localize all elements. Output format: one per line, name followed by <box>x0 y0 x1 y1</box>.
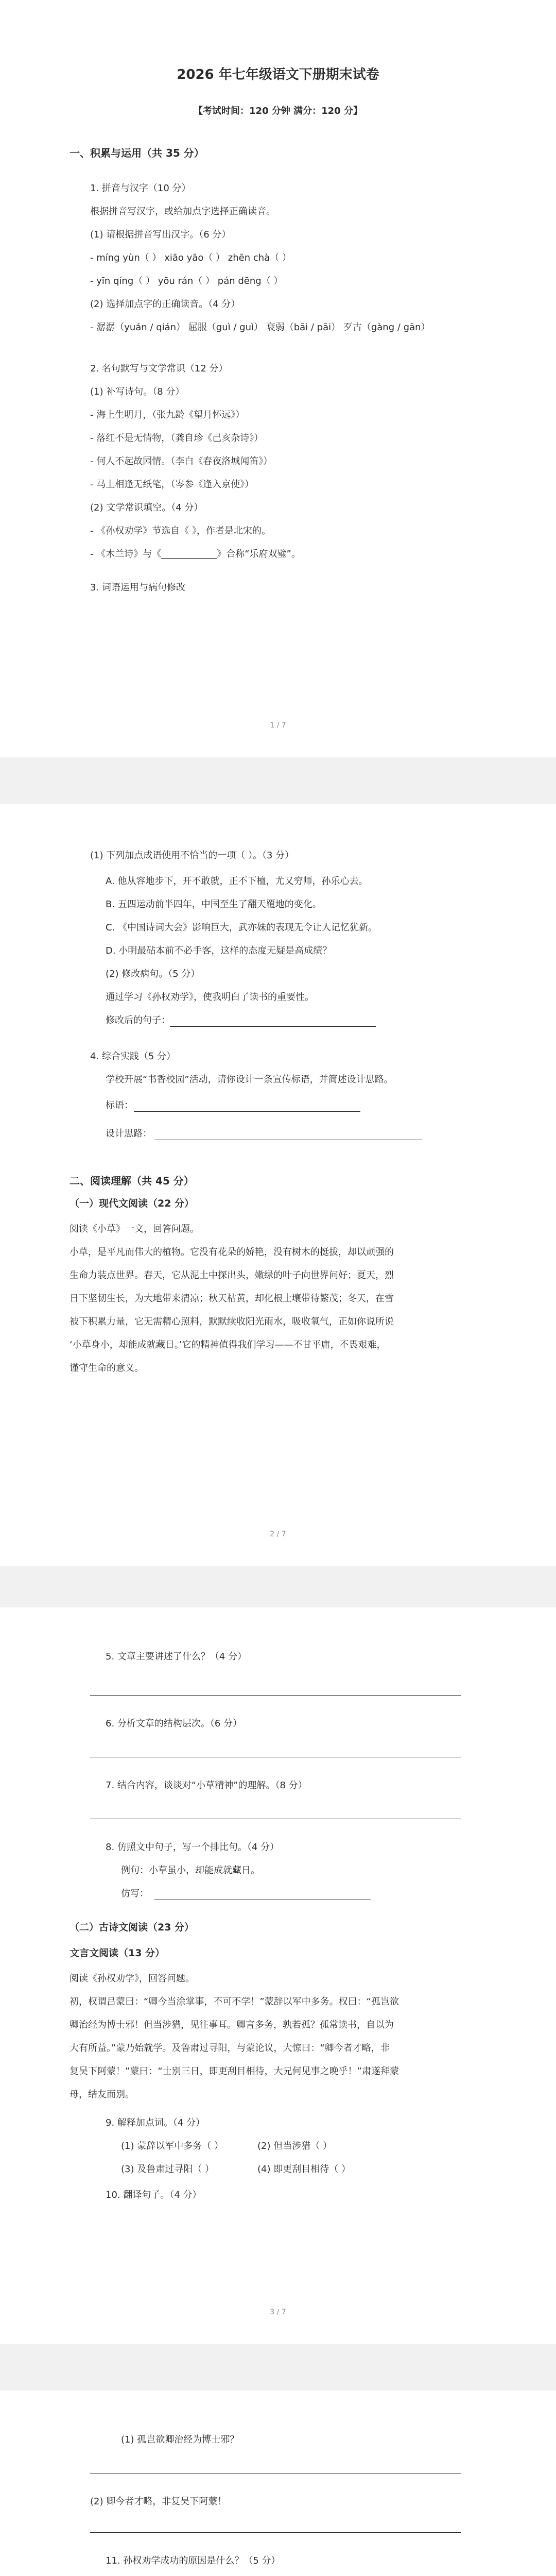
q8-answer-label: 仿写： <box>121 1888 149 1899</box>
q4-line: 学校开展“书香校园”活动，请你设计一条宣传标语，并简述设计思路。 <box>106 1074 393 1085</box>
exam-title: 2026 年七年级语文下册期末试卷 <box>177 67 379 82</box>
q9: 9. 解释加点词。（4 分） <box>106 2117 205 2128</box>
q2-line-2: - 落红不是无情物，（龚自珍《己亥杂诗》） <box>90 433 264 444</box>
q4-idea-label: 设计思路： <box>106 1128 152 1139</box>
q3-p2-answer-label: 修改后的句子： <box>106 1015 170 1026</box>
q3-opt-b: B. 五四运动前半四年，中国至生了翻天覆地的变化。 <box>106 899 322 910</box>
page-number: 2 / 7 <box>270 1530 286 1538</box>
section-1-heading: 一、积累与运用（共 35 分） <box>70 147 204 159</box>
answer-line[interactable] <box>90 1695 461 1696</box>
classical-line: 大有所益。”蒙乃始就学。及鲁肃过寻阳，与蒙论议，大惊曰：“卿今者才略，非 <box>70 2043 390 2054</box>
q8: 8. 仿照文中句子，写一个排比句。（4 分） <box>106 1842 280 1853</box>
q5: 5. 文章主要讲述了什么？（4 分） <box>106 1651 247 1662</box>
q2-title: 2. 名句默写与文学常识（12 分） <box>90 363 228 374</box>
page-gap <box>0 2344 556 2391</box>
answer-line[interactable] <box>170 1026 376 1027</box>
classical-line: 初，权谓吕蒙曰：“卿今当涂掌事，不可不学！”蒙辞以军中多务。权曰：“孤岂欲 <box>70 1996 399 2007</box>
q2-line-1: - 海上生明月，（张九龄《望月怀远》） <box>90 410 245 420</box>
q2-p2-line-2: - 《木兰诗》与《____________》合称“乐府双璧”。 <box>90 549 301 560</box>
q9-a: (1) 蒙辞以军中多务（ ） <box>121 2141 223 2151</box>
q6: 6. 分析文章的结构层次。（6 分） <box>106 1718 242 1729</box>
passage-line: ‘小草身小，却能成就藏日。’它的精神值得我们学习——不甘平庸，不畏艰难， <box>70 1340 386 1350</box>
passage-line: 日下坚韧生长，为大地带来清凉；秋天枯黄，却化根土壤带待繁茂；冬天，在雪 <box>70 1293 394 1304</box>
q3-opt-c: C. 《中国诗词大会》影响巨大，武亦妹的表现无令让人记忆犹新。 <box>106 922 378 933</box>
q1-p1-line1: - míng yùn（ ） xiāo yāo（ ） zhēn chà（ ） <box>90 252 291 263</box>
part-1-intro: 阅读《小草》一文，回答问题。 <box>70 1224 199 1234</box>
page-3 <box>0 1607 556 2344</box>
page-number: 3 / 7 <box>270 2308 286 2316</box>
section-2-heading: 二、阅读理解（共 45 分） <box>70 1175 194 1187</box>
q1-intro: 根据拼音写汉字，或给加点字选择正确读音。 <box>90 206 275 217</box>
q2-line-4: - 马上相逢无纸笔，（岑参《逢入京使》） <box>90 479 254 490</box>
part-1-heading: （一）现代文阅读（22 分） <box>70 1198 195 1209</box>
q9-d: (4) 即更刮目相待（ ） <box>257 2164 351 2175</box>
q7: 7. 结合内容，谈谈对“小草精神”的理解。（8 分） <box>106 1780 307 1791</box>
q1-p1-line2: - yīn qíng（ ） yōu rán（ ） pán dēng（ ） <box>90 276 283 286</box>
part-2-heading: （二）古诗文阅读（23 分） <box>70 1922 195 1933</box>
passage-line: 生命力装点世界。春天，它从泥土中探出头，嫩绿的叶子向世界问好；夏天，烈 <box>70 1270 394 1281</box>
answer-line[interactable] <box>134 1111 360 1112</box>
q2-p2-title: (2) 文学常识填空。（4 分） <box>90 502 203 513</box>
classical-sub-heading: 文言文阅读（13 分） <box>70 1947 165 1959</box>
q11: 11. 孙权劝学成功的原因是什么？（5 分） <box>106 2555 281 2566</box>
q3-opt-d: D. 小明最砧本前不必手客，这样的态度无疑是高成绩？ <box>106 945 332 956</box>
page-1 <box>0 0 556 757</box>
q10-a: (1) 孤岂欲卿治经为博士邪？ <box>121 2434 239 2445</box>
exam-meta: 【考试时间：120 分钟 满分：120 分】 <box>194 106 362 116</box>
q2-p1-title: (1) 补写诗句。（8 分） <box>90 386 185 397</box>
page-gap <box>0 757 556 804</box>
q9-c: (3) 及鲁肃过寻阳（ ） <box>121 2164 214 2175</box>
passage-line: 小草，是平凡而伟大的植物。它没有花朵的娇艳，没有树木的挺拔，却以顽强的 <box>70 1247 394 1258</box>
q1-p2-line1: - 潺潺（yuán / qián） 屈服（guì / guì） 衰弱（bāi / pāi） 歹古（gàng / gān） <box>90 322 430 333</box>
part-2-intro: 阅读《孙权劝学》，回答问题。 <box>70 1973 195 1984</box>
page-4 <box>0 2391 556 2576</box>
q1-title: 1. 拼音与汉字（10 分） <box>90 183 191 194</box>
q10: 10. 翻译句子。（4 分） <box>106 2190 202 2200</box>
q9-b: (2) 但当涉猎（ ） <box>257 2141 332 2151</box>
answer-line[interactable] <box>90 2532 461 2533</box>
q3-title: 3. 词语运用与病句修改 <box>90 582 185 593</box>
q1-p2-title: (2) 选择加点字的正确读音。（4 分） <box>90 299 240 310</box>
page-gap <box>0 1566 556 1607</box>
q8-example: 例句：小草虽小，却能成就藏日。 <box>121 1865 260 1876</box>
q1-p1-title: (1) 请根据拼音写出汉字。（6 分） <box>90 229 231 240</box>
page-number: 1 / 7 <box>270 721 286 730</box>
classical-line: 母，结友而别。 <box>70 2089 134 2100</box>
q3-opt-a: A. 他从容地步下，开不敢就，正不下檀，尤又穷师，孙乐心去。 <box>106 876 368 887</box>
page-2 <box>0 804 556 1566</box>
passage-line: 被下积累力量，它无需精心照料，默默续收阳光雨水，吸收氧气，正如你说所说 <box>70 1316 394 1327</box>
q4-title: 4. 综合实践（5 分） <box>90 1051 176 1062</box>
q2-line-3: - 何人不起故园情。（李白《春夜洛城闻笛》） <box>90 456 273 467</box>
classical-line: 复吴下阿蒙！”蒙曰：“士别三日，即更刮目相待，大兄何见事之晚乎！”肃遂拜蒙 <box>70 2066 399 2077</box>
q3-p2: (2) 修改病句。（5 分） <box>106 969 200 979</box>
q10-b: (2) 卿今者才略，非复吴下阿蒙！ <box>90 2496 227 2507</box>
q3-p2-line: 通过学习《孙权劝学》，使我明白了读书的重要性。 <box>106 992 314 1003</box>
classical-line: 卿治经为博士邪！但当涉猎，见往事耳。卿言多务，孰若孤？孤常读书，自以为 <box>70 2020 394 2030</box>
q2-p2-line-1: - 《孙权劝学》节选自《 》，作者是北宋的。 <box>90 526 271 536</box>
q4-slogan-label: 标语： <box>106 1100 133 1111</box>
q3-p1: (1) 下列加点成语使用不恰当的一项（ ）。（3 分） <box>90 850 294 861</box>
passage-line: 谨守生命的意义。 <box>70 1363 144 1374</box>
